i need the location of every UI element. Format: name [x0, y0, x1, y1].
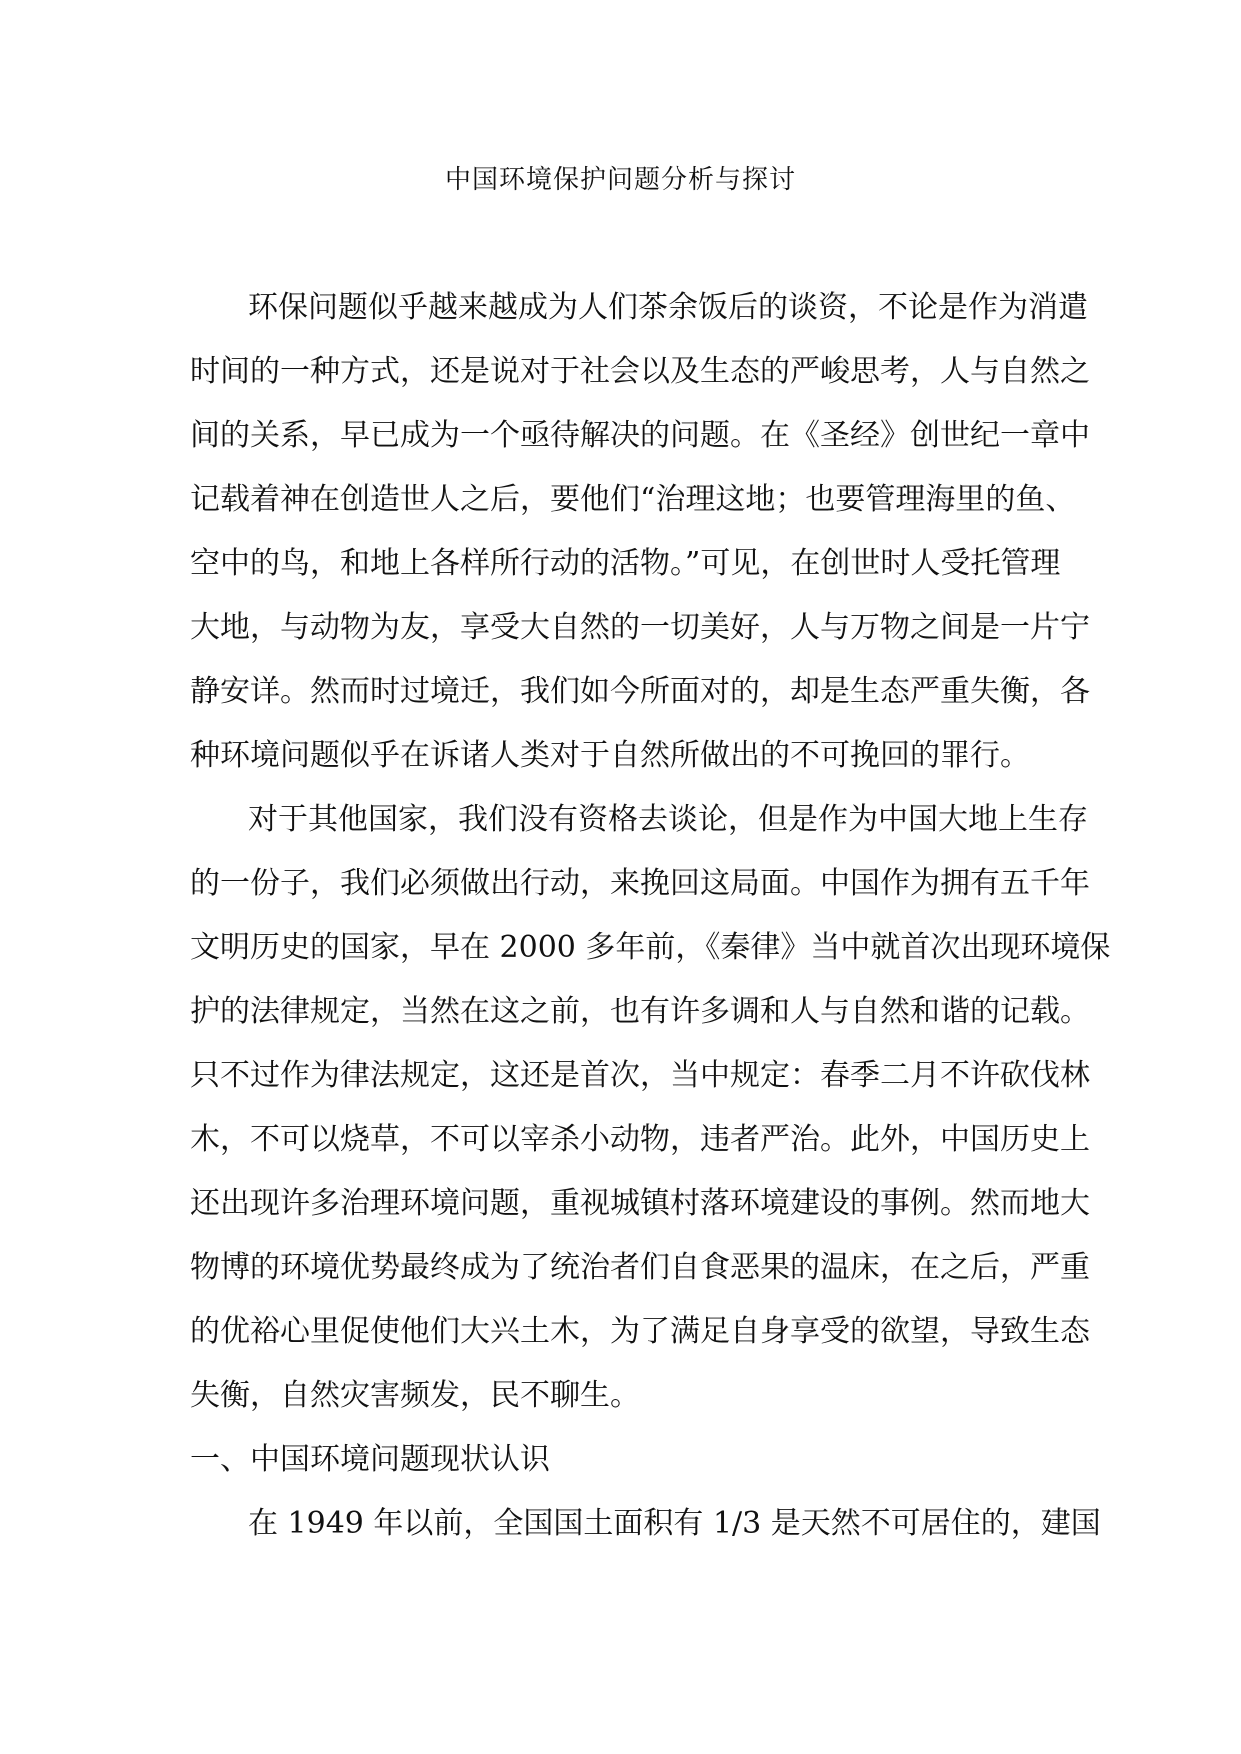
paragraph-2-line-2: 的一份子，我们必须做出行动，来挽回这局面。中国作为拥有五千年: [190, 866, 1090, 901]
paragraph-1-line-8: 种环境问题似乎在诉诸人类对于自然所做出的不可挽回的罪行。: [190, 738, 1030, 773]
paragraph-2-line-5: 只不过作为律法规定，这还是首次，当中规定：春季二月不许砍伐林: [190, 1058, 1090, 1093]
paragraph-1-line-5: 空中的鸟，和地上各样所行动的活物。”可见，在创世时人受托管理: [190, 546, 1061, 581]
paragraph-2-line-1: 对于其他国家，我们没有资格去谈论，但是作为中国大地上生存: [248, 802, 1088, 837]
paragraph-1-line-7: 静安详。然而时过境迁，我们如今所面对的，却是生态严重失衡，各: [190, 674, 1090, 709]
document-title: 中国环境保护问题分析与探讨: [444, 165, 796, 195]
paragraph-2-line-3: 文明历史的国家，早在 2000 多年前，《秦律》当中就首次出现环境保: [190, 930, 1111, 965]
paragraph-2-line-8: 物博的环境优势最终成为了统治者们自食恶果的温床，在之后，严重: [190, 1250, 1090, 1285]
paragraph-2-line-9: 的优裕心里促使他们大兴土木，为了满足自身享受的欲望，导致生态: [190, 1314, 1090, 1349]
paragraph-2-line-4: 护的法律规定，当然在这之前，也有许多调和人与自然和谐的记载。: [190, 994, 1090, 1029]
paragraph-2-line-10: 失衡，自然灾害频发，民不聊生。: [190, 1378, 640, 1413]
paragraph-1-line-4: 记载着神在创造世人之后，要他们“治理这地；也要管理海里的鱼、: [190, 482, 1076, 517]
paragraph-2-line-6: 木，不可以烧草，不可以宰杀小动物，违者严治。此外，中国历史上: [190, 1122, 1090, 1157]
paragraph-1-line-6: 大地，与动物为友，享受大自然的一切美好，人与万物之间是一片宁: [190, 610, 1090, 645]
section-heading: 一、中国环境问题现状认识: [190, 1442, 550, 1477]
paragraph-1-line-3: 间的关系，早已成为一个亟待解决的问题。在《圣经》创世纪一章中: [190, 418, 1090, 453]
paragraph-1-line-2: 时间的一种方式，还是说对于社会以及生态的严峻思考，人与自然之: [190, 354, 1090, 389]
paragraph-1-line-1: 环保问题似乎越来越成为人们茶余饭后的谈资，不论是作为消遣: [248, 290, 1088, 325]
document-body: [190, 288, 1111, 1568]
paragraph-3-line-1: 在 1949 年以前，全国国土面积有 1/3 是天然不可居住的，建国: [248, 1506, 1101, 1541]
paragraph-2-line-7: 还出现许多治理环境问题，重视城镇村落环境建设的事例。然而地大: [190, 1186, 1090, 1221]
